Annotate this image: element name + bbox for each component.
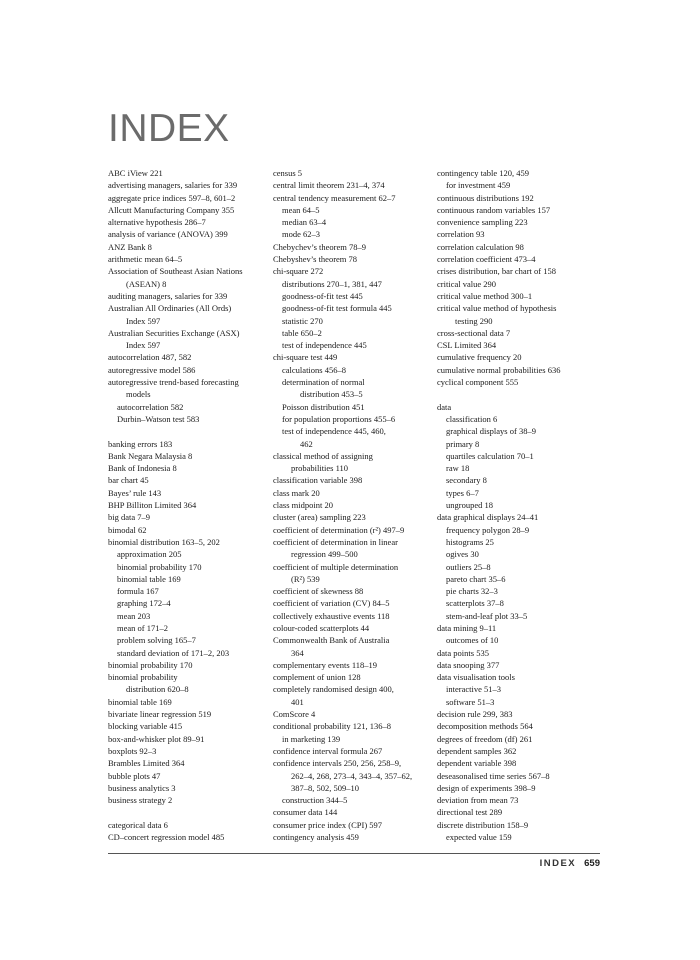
index-entry: Association of Southeast Asian Nations xyxy=(108,266,243,277)
index-entry: confidence interval formula 267 xyxy=(273,745,383,756)
index-subentry: construction 344–5 xyxy=(282,795,348,806)
index-entry: data points 535 xyxy=(437,647,489,658)
index-entry: decomposition methods 564 xyxy=(437,721,533,732)
index-subentry: goodness-of-fit test 445 xyxy=(282,290,363,301)
index-subentry: ungrouped 18 xyxy=(446,500,493,511)
index-group-gap xyxy=(108,425,273,437)
index-subentry: for investment 459 xyxy=(446,180,511,191)
index-entry: deseasonalised time series 567–8 xyxy=(437,770,550,781)
index-entry: autoregressive model 586 xyxy=(108,364,196,375)
index-subentry: pie charts 32–3 xyxy=(446,586,498,597)
index-entry: aggregate price indices 597–8, 601–2 xyxy=(108,192,236,203)
index-entry: cluster (area) sampling 223 xyxy=(273,512,366,523)
index-entry: critical value method 300–1 xyxy=(437,290,533,301)
index-entry: binomial probability xyxy=(108,672,178,683)
index-entry: Bayes’ rule 143 xyxy=(108,487,162,498)
index-entry: central tendency measurement 62–7 xyxy=(273,192,396,203)
footer-rule xyxy=(108,853,600,854)
index-entry: boxplots 92–3 xyxy=(108,745,157,756)
index-subentry: secondary 8 xyxy=(446,475,487,486)
index-entry: critical value 290 xyxy=(437,278,497,289)
index-entry: binomial probability 170 xyxy=(108,659,193,670)
page-title: INDEX xyxy=(108,107,230,150)
index-entry: blocking variable 415 xyxy=(108,721,183,732)
index-subentry: 401 xyxy=(291,696,304,707)
index-entry: cumulative frequency 20 xyxy=(437,352,522,363)
index-subentry: table 650–2 xyxy=(282,327,322,338)
index-entry: class midpoint 20 xyxy=(273,500,333,511)
index-entry: CSL Limited 364 xyxy=(437,340,497,351)
index-subentry: in marketing 139 xyxy=(282,733,341,744)
index-entry: ComScore 4 xyxy=(273,709,316,720)
index-entry: alternative hypothesis 286–7 xyxy=(108,217,206,228)
index-subentry: outliers 25–8 xyxy=(446,561,491,572)
index-entry: Chebychev’s theorem 78–9 xyxy=(273,241,367,252)
index-entry: big data 7–9 xyxy=(108,512,151,523)
index-subentry: probabilities 110 xyxy=(291,463,349,474)
index-entry: bimodal 62 xyxy=(108,524,147,535)
index-entry: BHP Billiton Limited 364 xyxy=(108,500,197,511)
index-subentry: pareto chart 35–6 xyxy=(446,573,506,584)
index-entry: ABC iView 221 xyxy=(108,168,163,178)
index-subentry: distribution 620–8 xyxy=(126,684,189,695)
index-entry: cumulative normal probabilities 636 xyxy=(437,364,561,375)
index-entry: data xyxy=(437,401,452,412)
index-entry: cross-sectional data 7 xyxy=(437,327,511,338)
index-entry: conditional probability 121, 136–8 xyxy=(273,721,392,732)
index-entry: classical method of assigning xyxy=(273,450,373,461)
index-entry: Bank Negara Malaysia 8 xyxy=(108,450,193,461)
index-subentry: problem solving 165–7 xyxy=(117,635,196,646)
index-subentry: 387–8, 502, 509–10 xyxy=(291,782,359,793)
index-entry: cyclical component 555 xyxy=(437,377,519,388)
index-entry: Chebyshev’s theorem 78 xyxy=(273,254,358,265)
index-subentry: ogives 30 xyxy=(446,549,479,560)
index-entry: dependent samples 362 xyxy=(437,745,517,756)
index-entry: chi-square 272 xyxy=(273,266,324,277)
index-entry: box-and-whisker plot 89–91 xyxy=(108,733,205,744)
page-footer xyxy=(540,858,600,869)
index-subentry: goodness-of-fit test formula 445 xyxy=(282,303,392,314)
index-entry: complement of union 128 xyxy=(273,672,361,683)
index-subentry: standard deviation of 171–2, 203 xyxy=(117,647,230,658)
index-subentry: (R²) 539 xyxy=(291,573,320,584)
index-entry: Commonwealth Bank of Australia xyxy=(273,635,390,646)
index-entry: coefficient of multiple determination xyxy=(273,561,399,572)
index-subentry: test of independence 445 xyxy=(282,340,367,351)
index-entry: class mark 20 xyxy=(273,487,320,498)
index-subentry: outcomes of 10 xyxy=(446,635,499,646)
page-number: 659 xyxy=(584,858,600,869)
index-subentry: determination of normal xyxy=(282,377,365,388)
index-subentry: mode 62–3 xyxy=(282,229,321,240)
index-subentry: Durbin–Watson test 583 xyxy=(117,413,200,424)
index-subentry: median 63–4 xyxy=(282,217,327,228)
index-subentry: 262–4, 268, 273–4, 343–4, 357–62, xyxy=(291,770,413,781)
index-entry: Allcutt Manufacturing Company 355 xyxy=(108,204,235,215)
index-entry: consumer price index (CPI) 597 xyxy=(273,819,383,830)
index-subentry: interactive 51–3 xyxy=(446,684,501,695)
index-entry: central limit theorem 231–4, 374 xyxy=(273,180,385,191)
index-entry: ANZ Bank 8 xyxy=(108,241,152,252)
index-entry: autocorrelation 487, 582 xyxy=(108,352,192,363)
index-subentry: regression 499–500 xyxy=(291,549,358,560)
index-entry: Australian All Ordinaries (All Ords) xyxy=(108,303,232,314)
index-entry: coefficient of variation (CV) 84–5 xyxy=(273,598,390,609)
index-subentry: types 6–7 xyxy=(446,487,479,498)
index-entry: convenience sampling 223 xyxy=(437,217,528,228)
index-subentry: classification 6 xyxy=(446,413,498,424)
index-subentry: binomial table 169 xyxy=(117,573,181,584)
index-subentry: distribution 453–5 xyxy=(300,389,363,400)
index-group-gap xyxy=(437,388,602,400)
index-entry: Bank of Indonesia 8 xyxy=(108,463,177,474)
index-entry: contingency analysis 459 xyxy=(273,832,359,843)
index-subentry: mean 203 xyxy=(117,610,151,621)
index-subentry: graphing 172–4 xyxy=(117,598,171,609)
index-columns xyxy=(108,167,608,843)
index-entry: bivariate linear regression 519 xyxy=(108,709,212,720)
index-subentry: mean of 171–2 xyxy=(117,622,168,633)
index-entry: arithmetic mean 64–5 xyxy=(108,254,183,265)
index-entry: contingency table 120, 459 xyxy=(437,168,530,178)
index-entry: correlation calculation 98 xyxy=(437,241,524,252)
index-entry: advertising managers, salaries for 339 xyxy=(108,180,238,191)
index-subentry: quartiles calculation 70–1 xyxy=(446,450,534,461)
index-subentry: binomial probability 170 xyxy=(117,561,202,572)
index-entry: deviation from mean 73 xyxy=(437,795,519,806)
index-entry: binomial distribution 163–5, 202 xyxy=(108,536,220,547)
index-entry: CD–concert regression model 485 xyxy=(108,832,225,843)
index-subentry: test of independence 445, 460, xyxy=(282,426,386,437)
index-entry: dependent variable 398 xyxy=(437,758,517,769)
index-subentry: Index 597 xyxy=(126,315,161,326)
index-subentry: models xyxy=(126,389,151,400)
index-entry: Brambles Limited 364 xyxy=(108,758,185,769)
index-entry: collectively exhaustive events 118 xyxy=(273,610,390,621)
index-entry: continuous random variables 157 xyxy=(437,204,551,215)
footer-label: INDEX xyxy=(539,858,577,869)
index-entry: critical value method of hypothesis xyxy=(437,303,557,314)
index-subentry: frequency polygon 28–9 xyxy=(446,524,530,535)
index-entry: business strategy 2 xyxy=(108,795,173,806)
index-entry: autoregressive trend-based forecasting xyxy=(108,377,239,388)
index-subentry: 462 xyxy=(300,438,313,449)
index-group-gap xyxy=(108,806,273,818)
index-entry: coefficient of skewness 88 xyxy=(273,586,364,597)
index-entry: categorical data 6 xyxy=(108,819,168,830)
index-entry: business analytics 3 xyxy=(108,782,176,793)
index-entry: data graphical displays 24–41 xyxy=(437,512,539,523)
index-subentry: primary 8 xyxy=(446,438,480,449)
index-column-2 xyxy=(273,167,438,843)
index-subentry: formula 167 xyxy=(117,586,159,597)
index-subentry: Index 597 xyxy=(126,340,161,351)
index-entry: complementary events 118–19 xyxy=(273,659,378,670)
index-entry: correlation 93 xyxy=(437,229,485,240)
index-subentry: distributions 270–1, 381, 447 xyxy=(282,278,382,289)
index-entry: classification variable 398 xyxy=(273,475,363,486)
index-entry: banking errors 183 xyxy=(108,438,173,449)
index-subentry: histograms 25 xyxy=(446,536,494,547)
index-entry: colour-coded scatterplots 44 xyxy=(273,622,370,633)
index-entry: data visualisation tools xyxy=(437,672,515,683)
index-entry: discrete distribution 158–9 xyxy=(437,819,529,830)
index-entry: binomial table 169 xyxy=(108,696,172,707)
index-entry: census 5 xyxy=(273,168,303,178)
index-subentry: scatterplots 37–8 xyxy=(446,598,504,609)
index-entry: data mining 9–11 xyxy=(437,622,497,633)
index-subentry: (ASEAN) 8 xyxy=(126,278,167,289)
index-entry: directional test 289 xyxy=(437,807,503,818)
index-subentry: Poisson distribution 451 xyxy=(282,401,365,412)
index-subentry: mean 64–5 xyxy=(282,204,320,215)
index-entry: data snooping 377 xyxy=(437,659,500,670)
index-entry: coefficient of determination (r²) 497–9 xyxy=(273,524,405,535)
index-entry: chi-square test 449 xyxy=(273,352,338,363)
index-entry: design of experiments 398–9 xyxy=(437,782,536,793)
index-subentry: graphical displays of 38–9 xyxy=(446,426,536,437)
index-entry: bar chart 45 xyxy=(108,475,149,486)
index-subentry: autocorrelation 582 xyxy=(117,401,184,412)
index-entry: analysis of variance (ANOVA) 399 xyxy=(108,229,228,240)
index-entry: consumer data 144 xyxy=(273,807,338,818)
index-column-3 xyxy=(437,167,602,843)
index-entry: degrees of freedom (df) 261 xyxy=(437,733,533,744)
index-subentry: for population proportions 455–6 xyxy=(282,413,396,424)
index-entry: crises distribution, bar chart of 158 xyxy=(437,266,556,277)
index-entry: decision rule 299, 383 xyxy=(437,709,513,720)
index-subentry: calculations 456–8 xyxy=(282,364,346,375)
index-subentry: 364 xyxy=(291,647,304,658)
index-subentry: raw 18 xyxy=(446,463,470,474)
index-entry: bubble plots 47 xyxy=(108,770,161,781)
index-subentry: testing 290 xyxy=(455,315,493,326)
index-subentry: approximation 205 xyxy=(117,549,182,560)
index-entry: completely randomised design 400, xyxy=(273,684,394,695)
index-subentry: software 51–3 xyxy=(446,696,495,707)
index-entry: continuous distributions 192 xyxy=(437,192,534,203)
index-subentry: statistic 270 xyxy=(282,315,323,326)
index-entry: correlation coefficient 473–4 xyxy=(437,254,536,265)
index-entry: coefficient of determination in linear xyxy=(273,536,398,547)
index-entry: auditing managers, salaries for 339 xyxy=(108,290,228,301)
index-column-1 xyxy=(108,167,273,843)
index-subentry: stem-and-leaf plot 33–5 xyxy=(446,610,528,621)
index-entry: confidence intervals 250, 256, 258–9, xyxy=(273,758,402,769)
index-subentry: expected value 159 xyxy=(446,832,512,843)
index-entry: Australian Securities Exchange (ASX) xyxy=(108,327,240,338)
